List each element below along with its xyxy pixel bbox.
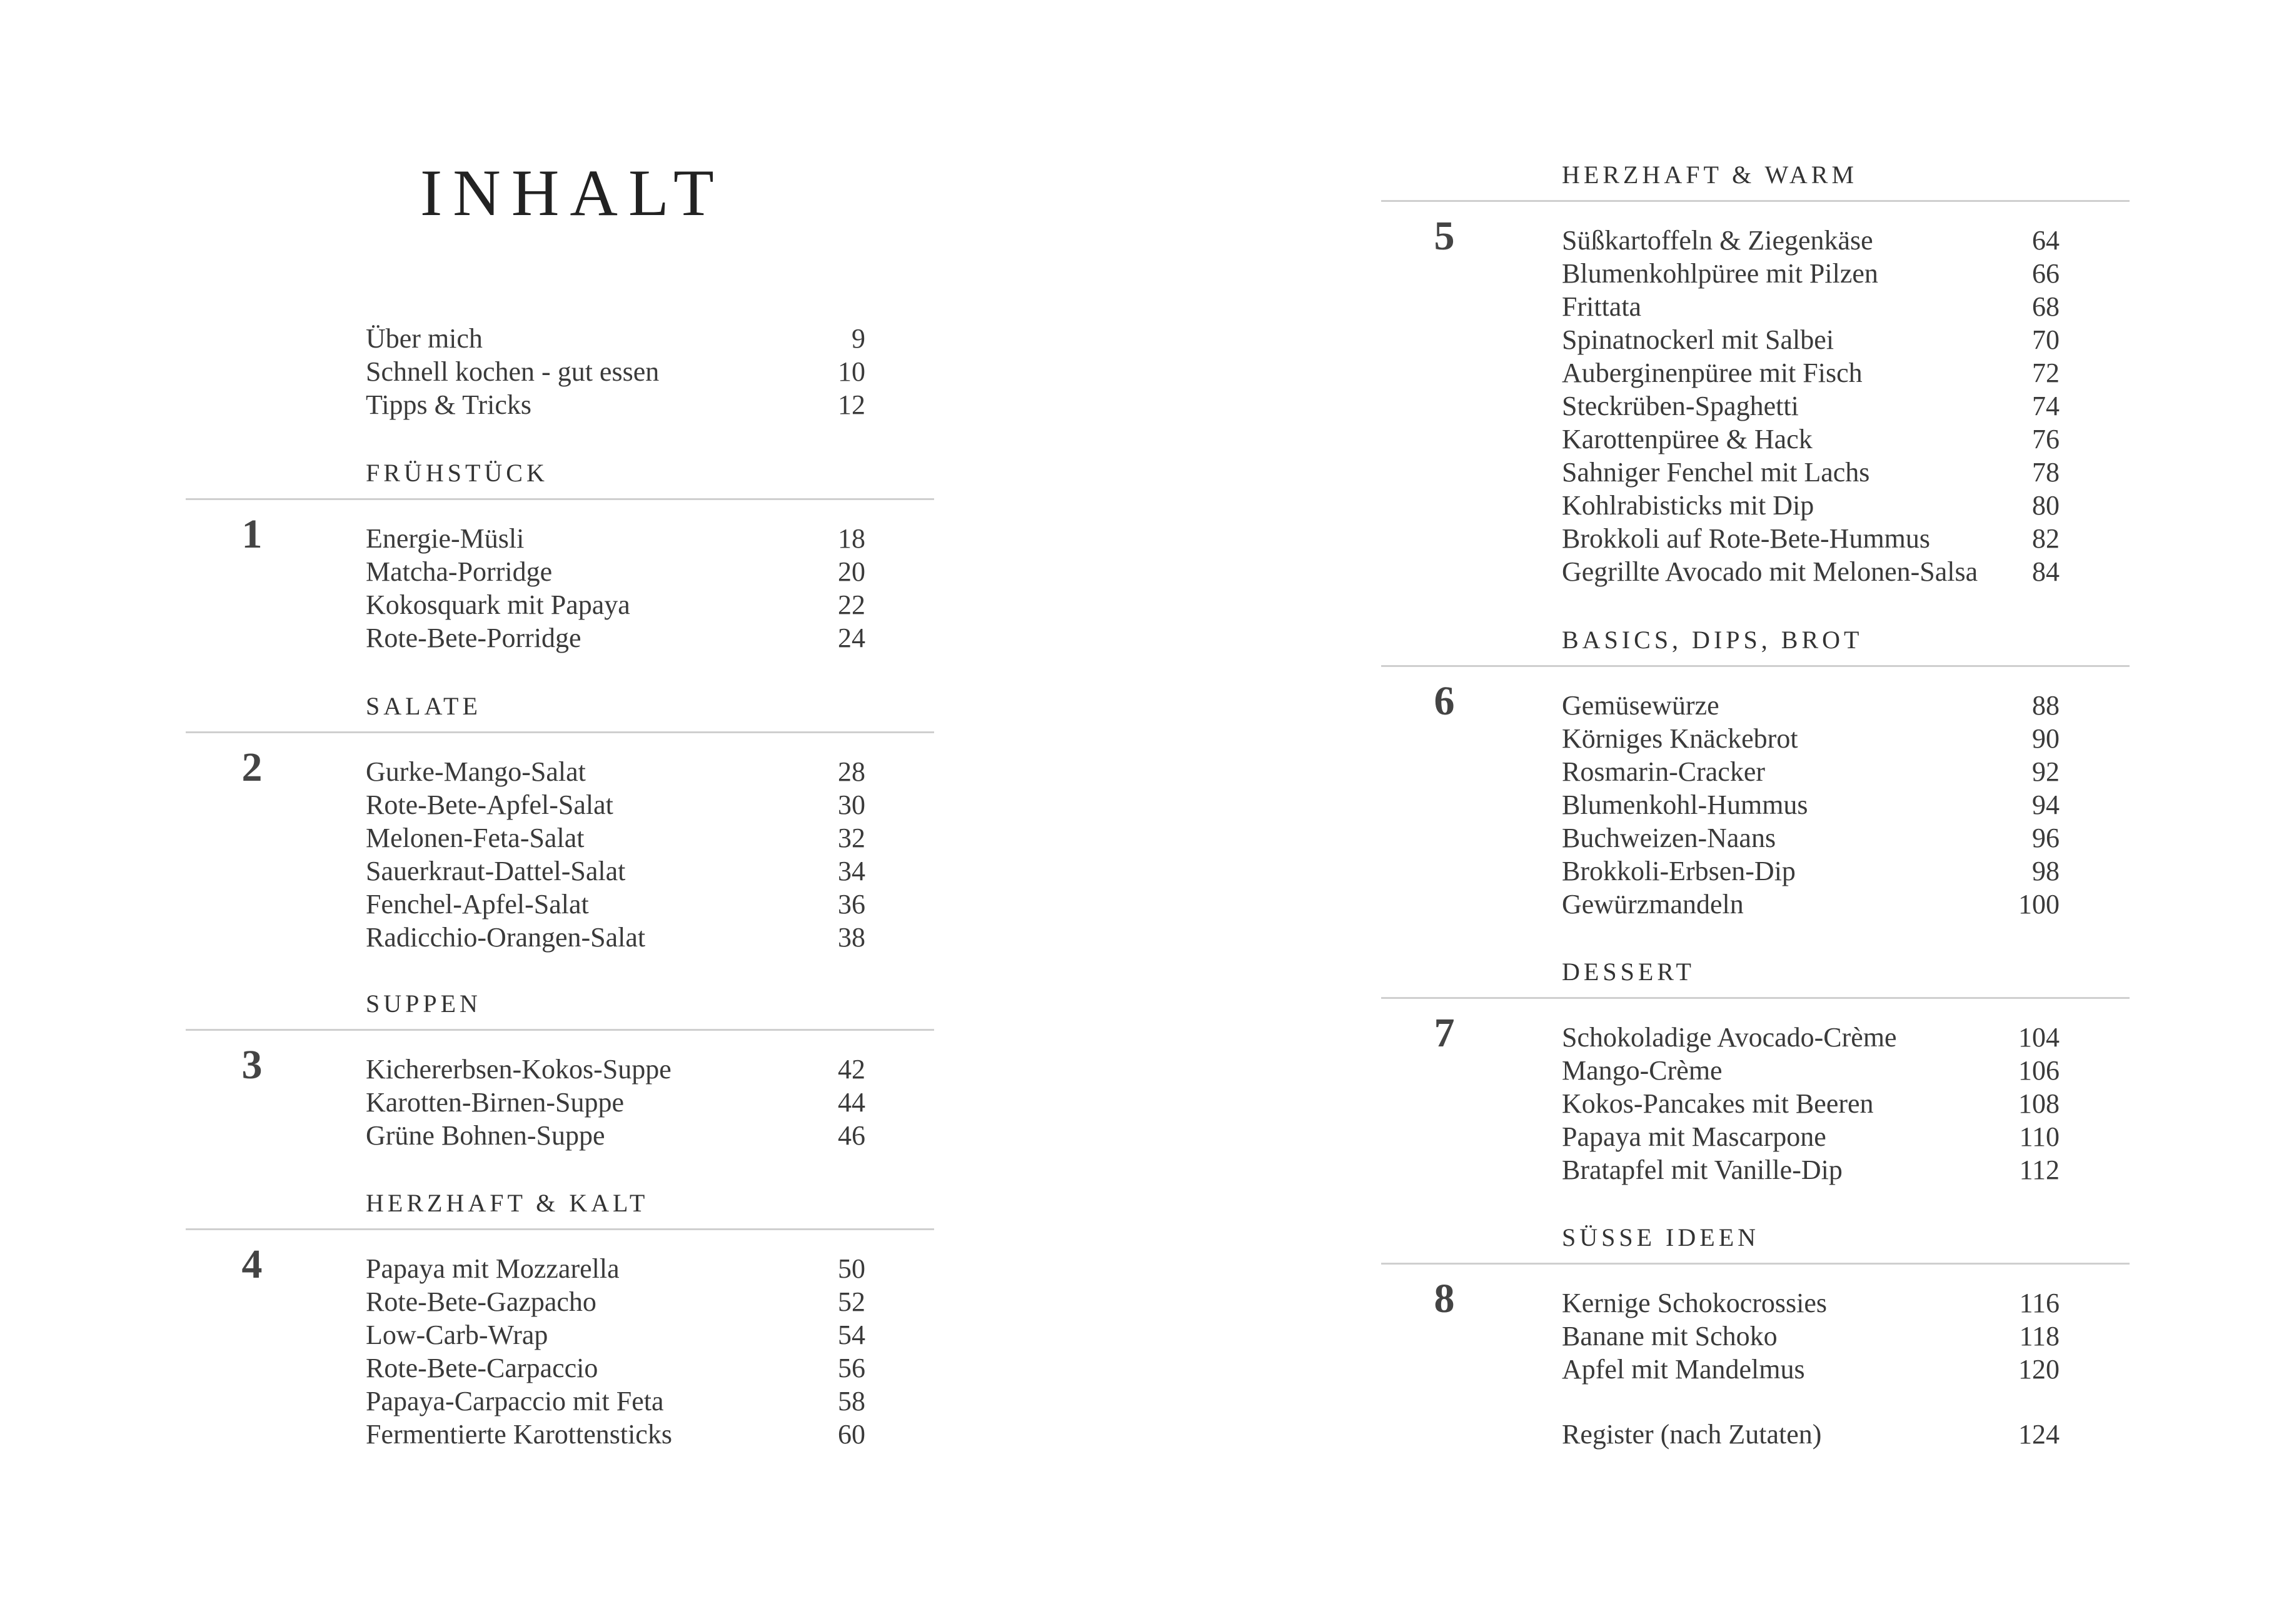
toc-entry-label[interactable]: Fermentierte Karottensticks xyxy=(366,1419,672,1450)
toc-entry-page: 112 xyxy=(2019,1155,2060,1185)
toc-entry-page: 96 xyxy=(2032,823,2060,853)
chapter-divider xyxy=(186,731,934,733)
toc-entry-page: 92 xyxy=(2032,756,2060,787)
chapter-divider xyxy=(186,1228,934,1230)
toc-entry-page: 20 xyxy=(838,556,865,587)
toc-entry-label[interactable]: Sauerkraut-Dattel-Salat xyxy=(366,856,626,886)
toc-entry-page: 110 xyxy=(2019,1121,2060,1152)
toc-entry-label[interactable]: Rosmarin-Cracker xyxy=(1562,756,1765,787)
toc-entry-page: 80 xyxy=(2032,490,2060,521)
chapter-heading: HERZHAFT & KALT xyxy=(366,1189,649,1217)
chapter-divider xyxy=(186,1029,934,1031)
chapter-heading: BASICS, DIPS, BROT xyxy=(1562,626,1863,654)
toc-entry-label[interactable]: Blumenkohlpüree mit Pilzen xyxy=(1562,258,1878,289)
toc-entry-page: 118 xyxy=(2019,1321,2060,1351)
toc-entry-label[interactable]: Low-Carb-Wrap xyxy=(366,1320,548,1350)
toc-entry-page: 38 xyxy=(838,922,865,953)
chapter-number: 5 xyxy=(1434,213,1455,259)
chapter-heading: SUPPEN xyxy=(366,990,481,1018)
chapter-number: 7 xyxy=(1434,1010,1455,1056)
toc-entry-page: 22 xyxy=(838,589,865,620)
toc-entry-page: 72 xyxy=(2032,358,2060,388)
chapter-divider xyxy=(1381,997,2130,999)
chapter-number: 1 xyxy=(241,511,263,557)
toc-entry-label[interactable]: Schnell kochen - gut essen xyxy=(366,356,660,387)
chapter-number: 2 xyxy=(241,744,263,790)
chapter-heading: DESSERT xyxy=(1562,958,1695,986)
toc-entry-label[interactable]: Banane mit Schoko xyxy=(1562,1321,1778,1351)
chapter-heading: FRÜHSTÜCK xyxy=(366,459,548,487)
toc-entry-label[interactable]: Brokkoli auf Rote-Bete-Hummus xyxy=(1562,523,1931,554)
toc-entry-label[interactable]: Spinatnockerl mit Salbei xyxy=(1562,324,1834,355)
toc-entry-label[interactable]: Gegrillte Avocado mit Melonen-Salsa xyxy=(1562,556,1978,587)
toc-entry-page: 98 xyxy=(2032,856,2060,886)
page-title: INHALT xyxy=(420,156,725,229)
toc-entry-page: 64 xyxy=(2032,225,2060,256)
toc-entry-label[interactable]: Über mich xyxy=(366,323,483,354)
toc-entry-label[interactable]: Blumenkohl-Hummus xyxy=(1562,789,1808,820)
toc-entry-label[interactable]: Fenchel-Apfel-Salat xyxy=(366,889,589,920)
toc-entry-page: 106 xyxy=(2018,1055,2060,1086)
chapter-divider xyxy=(1381,200,2130,202)
toc-entry-page: 52 xyxy=(838,1286,865,1317)
chapter-divider xyxy=(186,498,934,500)
chapter-divider xyxy=(1381,665,2130,667)
toc-entry-label[interactable]: Auberginenpüree mit Fisch xyxy=(1562,358,1863,388)
toc-entry-page: 54 xyxy=(838,1320,865,1350)
toc-entry-page: 124 xyxy=(2018,1419,2060,1450)
toc-entry-label[interactable]: Süßkartoffeln & Ziegenkäse xyxy=(1562,225,1873,256)
toc-entry-page: 76 xyxy=(2032,424,2060,454)
toc-entry-label[interactable]: Register (nach Zutaten) xyxy=(1562,1419,1822,1450)
toc-entry-label[interactable]: Buchweizen-Naans xyxy=(1562,823,1776,853)
toc-entry-page: 58 xyxy=(838,1386,865,1416)
toc-entry-label[interactable]: Karottenpüree & Hack xyxy=(1562,424,1813,454)
toc-entry-label[interactable]: Papaya mit Mozzarella xyxy=(366,1253,620,1284)
toc-entry-label[interactable]: Bratapfel mit Vanille-Dip xyxy=(1562,1155,1843,1185)
toc-entry-page: 56 xyxy=(838,1353,865,1383)
chapter-divider xyxy=(1381,1263,2130,1265)
toc-entry-page: 108 xyxy=(2018,1088,2060,1119)
toc-entry-label[interactable]: Radicchio-Orangen-Salat xyxy=(366,922,646,953)
toc-entry-label[interactable]: Frittata xyxy=(1562,291,1642,322)
toc-entry-page: 66 xyxy=(2032,258,2060,289)
toc-entry-label[interactable]: Matcha-Porridge xyxy=(366,556,553,587)
toc-entry-page: 50 xyxy=(838,1253,865,1284)
toc-entry-label[interactable]: Kernige Schokocrossies xyxy=(1562,1288,1828,1318)
toc-entry-page: 104 xyxy=(2018,1022,2060,1053)
toc-entry-page: 36 xyxy=(838,889,865,920)
toc-entry-label[interactable]: Sahniger Fenchel mit Lachs xyxy=(1562,457,1870,488)
toc-entry-label[interactable]: Gewürzmandeln xyxy=(1562,889,1744,920)
toc-entry-page: 90 xyxy=(2032,723,2060,754)
toc-entry-label[interactable]: Apfel mit Mandelmus xyxy=(1562,1354,1805,1385)
toc-entry-page: 12 xyxy=(838,389,865,420)
toc-entry-label[interactable]: Kokosquark mit Papaya xyxy=(366,589,630,620)
toc-entry-page: 94 xyxy=(2032,789,2060,820)
toc-entry-label[interactable]: Brokkoli-Erbsen-Dip xyxy=(1562,856,1796,886)
toc-entry-label[interactable]: Papaya-Carpaccio mit Feta xyxy=(366,1386,664,1416)
toc-entry-page: 82 xyxy=(2032,523,2060,554)
toc-entry-label[interactable]: Rote-Bete-Apfel-Salat xyxy=(366,789,613,820)
toc-entry-page: 42 xyxy=(838,1054,865,1085)
toc-entry-page: 9 xyxy=(852,323,865,354)
toc-entry-label[interactable]: Energie-Müsli xyxy=(366,523,525,554)
toc-entry-page: 78 xyxy=(2032,457,2060,488)
toc-entry-page: 46 xyxy=(838,1120,865,1151)
toc-entry-page: 34 xyxy=(838,856,865,886)
chapter-number: 3 xyxy=(241,1042,263,1088)
toc-entry-page: 28 xyxy=(838,756,865,787)
toc-entry-label[interactable]: Rote-Bete-Carpaccio xyxy=(366,1353,598,1383)
toc-entry-label[interactable]: Gemüsewürze xyxy=(1562,690,1719,721)
toc-entry-page: 88 xyxy=(2032,690,2060,721)
toc-entry-label[interactable]: Steckrüben-Spaghetti xyxy=(1562,391,1799,421)
toc-entry-label[interactable]: Kohlrabisticks mit Dip xyxy=(1562,490,1814,521)
toc-entry-page: 32 xyxy=(838,823,865,853)
toc-entry-label[interactable]: Papaya mit Mascarpone xyxy=(1562,1121,1826,1152)
chapter-heading: HERZHAFT & WARM xyxy=(1562,161,1858,189)
toc-entry-page: 18 xyxy=(838,523,865,554)
chapter-number: 4 xyxy=(241,1241,263,1287)
toc-entry-label[interactable]: Rote-Bete-Gazpacho xyxy=(366,1286,596,1317)
toc-entry-label[interactable]: Schokoladige Avocado-Crème xyxy=(1562,1022,1897,1053)
toc-entry-page: 120 xyxy=(2018,1354,2060,1385)
toc-entry-page: 44 xyxy=(838,1087,865,1118)
toc-entry-page: 60 xyxy=(838,1419,865,1450)
toc-entry-page: 68 xyxy=(2032,291,2060,322)
toc-entry-page: 24 xyxy=(838,623,865,653)
toc-entry-label[interactable]: Mango-Crème xyxy=(1562,1055,1723,1086)
toc-entry-page: 100 xyxy=(2018,889,2060,920)
toc-entry-label[interactable]: Karotten-Birnen-Suppe xyxy=(366,1087,624,1118)
toc-entry-label[interactable]: Melonen-Feta-Salat xyxy=(366,823,585,853)
toc-entry-label[interactable]: Grüne Bohnen-Suppe xyxy=(366,1120,605,1151)
toc-entry-label[interactable]: Gurke-Mango-Salat xyxy=(366,756,586,787)
toc-entry-label[interactable]: Kokos-Pancakes mit Beeren xyxy=(1562,1088,1874,1119)
toc-entry-page: 116 xyxy=(2019,1288,2060,1318)
toc-entry-page: 74 xyxy=(2032,391,2060,421)
toc-entry-page: 70 xyxy=(2032,324,2060,355)
toc-entry-page: 30 xyxy=(838,789,865,820)
toc-entry-label[interactable]: Tipps & Tricks xyxy=(366,389,531,420)
toc-entry-label[interactable]: Rote-Bete-Porridge xyxy=(366,623,581,653)
toc-entry-label[interactable]: Körniges Knäckebrot xyxy=(1562,723,1798,754)
toc-entry-label[interactable]: Kichererbsen-Kokos-Suppe xyxy=(366,1054,672,1085)
toc-entry-page: 84 xyxy=(2032,556,2060,587)
chapter-number: 6 xyxy=(1434,678,1455,724)
chapter-heading: SÜSSE IDEEN xyxy=(1562,1223,1760,1251)
chapter-number: 8 xyxy=(1434,1276,1455,1321)
toc-entry-page: 10 xyxy=(838,356,865,387)
chapter-heading: SALATE xyxy=(366,692,481,720)
